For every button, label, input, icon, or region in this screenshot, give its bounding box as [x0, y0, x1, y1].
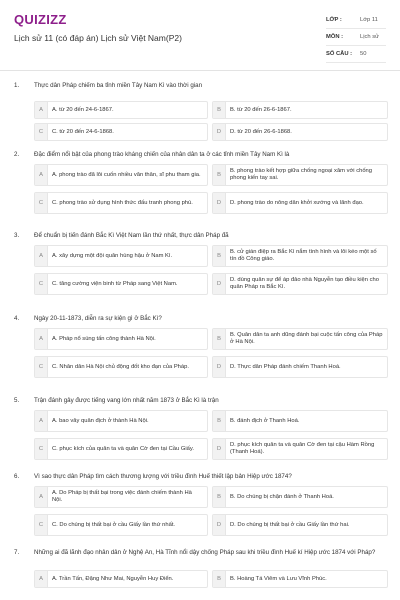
answer-option-c[interactable] [34, 123, 208, 141]
option-text: C. Nhân dân Hà Nội chủ động đốt kho đạn của Pháp. [52, 363, 189, 370]
option-letter: B [213, 411, 226, 431]
option-text: C. tăng cường viện binh từ Pháp sang Việt Nam. [52, 280, 178, 287]
option-text: B. Hoàng Tá Viêm và Lưu Vĩnh Phúc. [230, 575, 327, 582]
option-text: C. từ 20 đến 24-6-1868. [52, 128, 114, 135]
option-letter: D [213, 193, 226, 213]
option-text: A. xây dựng một đội quân hùng hậu ở Nam Kì. [52, 252, 173, 259]
option-letter: B [213, 571, 226, 587]
option-letter: C [35, 439, 48, 459]
answer-option-c[interactable] [34, 192, 208, 214]
answer-option-c[interactable] [34, 356, 208, 378]
option-letter: A [35, 571, 48, 587]
answer-option-c[interactable] [34, 273, 208, 295]
meta-label: LỚP : [326, 17, 342, 23]
answer-option-d[interactable] [212, 514, 388, 536]
question-body: Thực dân Pháp chiếm ba tỉnh miền Tây Nam Kì vào thời gian [34, 82, 203, 89]
answer-option-a[interactable] [34, 486, 208, 508]
meta-row-class [326, 12, 386, 29]
option-text: A. Do Pháp bị thất bại trong việc đánh chiếm thành Hà Nội. [52, 490, 192, 503]
question-number: 7. [14, 549, 20, 556]
page-title: Lịch sử 11 (có đáp án) Lịch sử Việt Nam(P2) [14, 33, 182, 43]
meta-row-count [326, 46, 386, 63]
answer-option-b[interactable] [212, 410, 388, 432]
option-text: A. Pháp nổ súng tấn công thành Hà Nội. [52, 335, 156, 342]
answer-option-b[interactable] [212, 101, 388, 119]
option-text: B. phong trào kết hợp giữa chống ngoại xâm với chống phong kiến tay sai. [230, 168, 373, 181]
option-letter: B [213, 246, 226, 266]
option-letter: D [213, 274, 226, 294]
answer-option-d[interactable] [212, 438, 388, 460]
option-text: C. phong trào sử dụng hình thức đấu tranh phong phú. [52, 199, 193, 206]
meta-row-subject [326, 29, 386, 46]
answer-option-b[interactable] [212, 328, 388, 350]
option-letter: C [35, 357, 48, 377]
option-letter: B [213, 165, 226, 185]
option-letter: A [35, 487, 48, 507]
option-letter: B [213, 487, 226, 507]
question-body: Đặc điểm nổi bật của phong trào kháng chiến của nhân dân ta ở các tỉnh miền Tây Nam Kì là [34, 151, 290, 158]
answer-option-b[interactable] [212, 486, 388, 508]
option-text: A. bao vây quân địch ở thành Hà Nội. [52, 417, 149, 424]
option-text: B. cử gián điệp ra Bắc Kì nắm tình hình và lôi kéo một số tín đồ Công giáo. [230, 249, 377, 262]
question-body: Vì sao thực dân Pháp tìm cách thương lượng với triều đình Huế thiết lập bản Hiệp ước 1874? [34, 473, 292, 480]
header [0, 0, 400, 71]
option-text: B. Quân dân ta anh dũng đánh bại cuộc tấn công của Pháp ở Hà Nội. [230, 332, 383, 345]
question-body: Ngày 20-11-1873, diễn ra sự kiện gì ở Bắc Kì? [34, 315, 162, 322]
question-number: 4. [14, 315, 20, 322]
question-body: Để chuẩn bị tiến đánh Bắc Kì Việt Nam lần thứ nhất, thực dân Pháp đã [34, 232, 229, 239]
option-text: A. phong trào đã lôi cuốn nhiều văn thân, sĩ phu tham gia. [52, 171, 201, 178]
answer-option-b[interactable] [212, 164, 388, 186]
meta-value: Lớp 11 [360, 17, 378, 23]
option-text: B. Do chúng bị chặn đánh ở Thanh Hoá. [230, 493, 334, 500]
answer-option-a[interactable] [34, 570, 208, 588]
question-body: Những ai đã lãnh đạo nhân dân ở Nghệ An, Hà Tĩnh nổi dậy chống Pháp sau khi triều đình Huế kí Hiệp ước 1874 với Pháp? [34, 549, 376, 556]
option-letter: D [213, 124, 226, 140]
answer-option-b[interactable] [212, 570, 388, 588]
option-letter: D [213, 439, 226, 459]
answer-option-a[interactable] [34, 245, 208, 267]
option-letter: A [35, 411, 48, 431]
answer-option-a[interactable] [34, 101, 208, 119]
answer-option-c[interactable] [34, 438, 208, 460]
answer-option-b[interactable] [212, 245, 388, 267]
answer-option-d[interactable] [212, 273, 388, 295]
meta-value: 50 [360, 51, 367, 57]
option-letter: A [35, 329, 48, 349]
question-number: 3. [14, 232, 20, 239]
option-letter: D [213, 357, 226, 377]
option-text: D. Thực dân Pháp đánh chiếm Thanh Hoá. [230, 363, 341, 370]
meta-value: Lịch sử [360, 34, 380, 40]
option-text: D. từ 20 đến 26-6-1868. [230, 128, 292, 135]
question-number: 6. [14, 473, 20, 480]
question-number: 1. [14, 82, 20, 89]
option-letter: C [35, 193, 48, 213]
answer-option-a[interactable] [34, 328, 208, 350]
quizizz-logo: QUIZIZZ [14, 12, 67, 27]
question-body: Trận đánh gây được tiếng vang lớn nhất năm 1873 ở Bắc Kì là trận [34, 397, 219, 404]
option-letter: C [35, 274, 48, 294]
option-text: D. Do chúng bị thất bại ở cầu Giấy lần thứ hai. [230, 521, 350, 528]
option-letter: C [35, 124, 48, 140]
option-text: D. dùng quân sự để áp đảo nhà Nguyễn tạo điều kiện cho quân Pháp ra Bắc Kì. [230, 277, 379, 290]
option-letter: A [35, 102, 48, 118]
option-text: D. phong trào do nông dân khởi xướng và lãnh đạo. [230, 199, 364, 206]
answer-option-a[interactable] [34, 410, 208, 432]
answer-option-c[interactable] [34, 514, 208, 536]
option-letter: A [35, 246, 48, 266]
option-letter: D [213, 515, 226, 535]
meta-label: SỐ CÂU : [326, 51, 353, 57]
meta-label: MÔN : [326, 34, 344, 40]
option-text: A. Trần Tấn, Đặng Như Mai, Nguyễn Huy Điển. [52, 575, 174, 582]
meta-panel [326, 12, 386, 63]
option-text: B. đánh địch ở Thanh Hoá. [230, 417, 300, 424]
option-letter: B [213, 329, 226, 349]
question-number: 2. [14, 151, 20, 158]
answer-option-d[interactable] [212, 123, 388, 141]
option-letter: B [213, 102, 226, 118]
question-number: 5. [14, 397, 20, 404]
option-letter: A [35, 165, 48, 185]
option-letter: C [35, 515, 48, 535]
answer-option-d[interactable] [212, 356, 388, 378]
option-text: B. từ 20 đến 26-6-1867. [230, 106, 292, 113]
answer-option-a[interactable] [34, 164, 208, 186]
option-text: C. Do chúng bị thất bại ở cầu Giấy lần thứ nhất. [52, 521, 176, 528]
answer-option-d[interactable] [212, 192, 388, 214]
option-text: C. phục kích của quân ta và quân Cờ đen tại Cầu Giấy. [52, 445, 194, 452]
option-text: D. phục kích quân ta và quân Cờ đen tại cậu Hàm Rồng (Thanh Hoá). [230, 442, 375, 455]
option-text: A. từ 20 đến 24-6-1867. [52, 106, 114, 113]
